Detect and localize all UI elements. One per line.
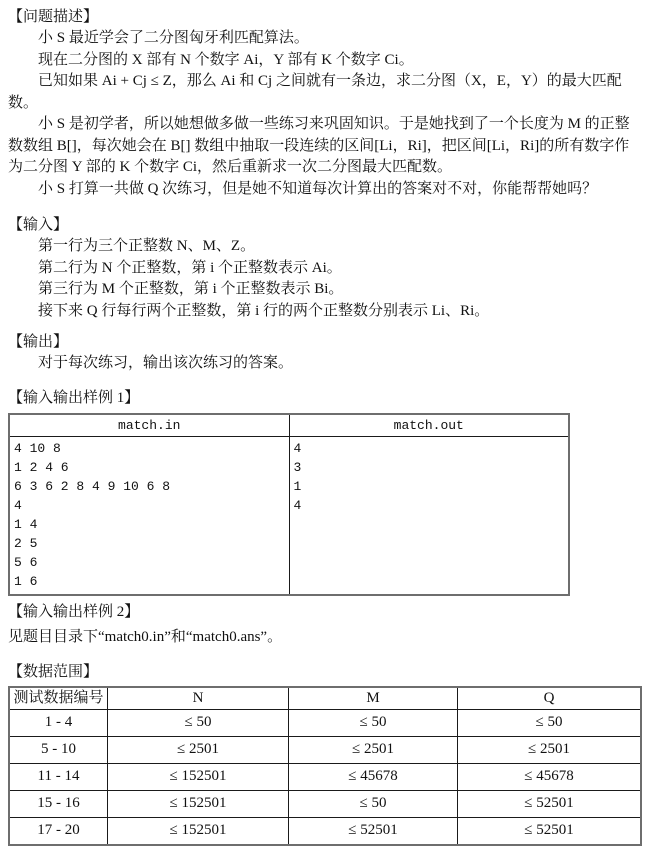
range-row-4 (9, 791, 641, 818)
section-data-range (8, 661, 637, 846)
sample-input-line-6: 2 5 (14, 534, 285, 553)
sample-2-heading: 【输入输出样例 2】 (8, 601, 637, 623)
sample-input-line-5: 1 4 (14, 515, 285, 534)
range-cell: 5 - 10 (9, 737, 108, 764)
sample-input-line-3: 6 3 6 2 8 4 9 10 6 8 (14, 477, 285, 496)
section-problem-description (8, 6, 637, 200)
sample-input-file-header: match.in (9, 414, 289, 437)
sample-input-cell (9, 437, 289, 596)
range-row-1 (9, 710, 641, 737)
range-cell: ≤ 2501 (289, 737, 458, 764)
sample-io-header-row (9, 414, 569, 437)
sample-output-line-3: 1 (294, 477, 565, 496)
section-sample-2 (8, 601, 637, 649)
sample-output-line-2: 3 (294, 458, 565, 477)
problem-paragraph-4: 小 S 是初学者，所以她想做多做一些练习来巩固知识。于是她找到了一个长度为 M 的正整数数组 B[]，每次她会在 B[] 数组中抽取一段连续的区间[Li，Ri]，把区间[Li，Ri]的所有数字作为二分图 Y 部的 K 个数字 Ci，然后重新求一次二分图最大匹配数。 (8, 114, 637, 179)
sample-output-file-header: match.out (289, 414, 569, 437)
input-line-1: 第一行为三个正整数 N、M、Z。 (8, 236, 637, 258)
range-cell: ≤ 52501 (458, 791, 642, 818)
output-heading: 【输出】 (8, 331, 637, 353)
sample-input-line-7: 5 6 (14, 553, 285, 572)
sample-1-heading: 【输入输出样例 1】 (8, 387, 637, 409)
range-cell: 11 - 14 (9, 764, 108, 791)
range-cell: ≤ 152501 (108, 818, 289, 846)
range-cell: ≤ 152501 (108, 791, 289, 818)
range-header-n: N (108, 687, 289, 710)
range-cell: ≤ 2501 (458, 737, 642, 764)
sample-input-line-4: 4 (14, 496, 285, 515)
range-cell: 17 - 20 (9, 818, 108, 846)
problem-paragraph-3: 已知如果 Ai + Cj ≤ Z，那么 Ai 和 Cj 之间就有一条边，求二分图（X，E，Y）的最大匹配数。 (8, 71, 637, 114)
range-cell: ≤ 2501 (108, 737, 289, 764)
problem-paragraph-5: 小 S 打算一共做 Q 次练习，但是她不知道每次计算出的答案对不对，你能帮帮她吗？ (8, 179, 637, 201)
section-sample-1 (8, 387, 637, 597)
sample-output-line-1: 4 (294, 439, 565, 458)
range-cell: ≤ 50 (458, 710, 642, 737)
section-output (8, 331, 637, 375)
range-row-3 (9, 764, 641, 791)
input-line-3: 第三行为 M 个正整数，第 i 个正整数表示 Bi。 (8, 279, 637, 301)
range-header-test-id: 测试数据编号 (9, 687, 108, 710)
data-range-heading: 【数据范围】 (8, 661, 637, 683)
problem-paragraph-2: 现在二分图的 X 部有 N 个数字 Ai，Y 部有 K 个数字 Ci。 (8, 50, 637, 72)
range-cell: ≤ 50 (289, 791, 458, 818)
range-row-5 (9, 818, 641, 846)
sample-2-note: 见题目目录下“match0.in”和“match0.ans”。 (8, 627, 637, 649)
section-input (8, 214, 637, 322)
input-line-2: 第二行为 N 个正整数，第 i 个正整数表示 Ai。 (8, 258, 637, 280)
range-cell: ≤ 152501 (108, 764, 289, 791)
range-cell: ≤ 52501 (458, 818, 642, 846)
range-cell: 15 - 16 (9, 791, 108, 818)
sample-io-body-row (9, 437, 569, 596)
problem-description-heading: 【问题描述】 (8, 6, 637, 28)
sample-io-table (8, 413, 570, 597)
range-row-2 (9, 737, 641, 764)
output-line-1: 对于每次练习，输出该次练习的答案。 (8, 353, 637, 375)
range-header-m: M (289, 687, 458, 710)
sample-input-line-2: 1 2 4 6 (14, 458, 285, 477)
range-cell: ≤ 45678 (289, 764, 458, 791)
sample-input-line-8: 1 6 (14, 572, 285, 591)
data-range-table (8, 686, 642, 846)
range-cell: ≤ 50 (289, 710, 458, 737)
range-cell: 1 - 4 (9, 710, 108, 737)
range-header-q: Q (458, 687, 642, 710)
sample-input-line-1: 4 10 8 (14, 439, 285, 458)
input-line-4: 接下来 Q 行每行两个正整数，第 i 行的两个正整数分别表示 Li、Ri。 (8, 301, 637, 323)
sample-output-cell (289, 437, 569, 596)
problem-paragraph-1: 小 S 最近学会了二分图匈牙利匹配算法。 (8, 28, 637, 50)
range-cell: ≤ 52501 (289, 818, 458, 846)
sample-output-line-4: 4 (294, 496, 565, 515)
input-heading: 【输入】 (8, 214, 637, 236)
range-cell: ≤ 45678 (458, 764, 642, 791)
range-cell: ≤ 50 (108, 710, 289, 737)
range-header-row (9, 687, 641, 710)
